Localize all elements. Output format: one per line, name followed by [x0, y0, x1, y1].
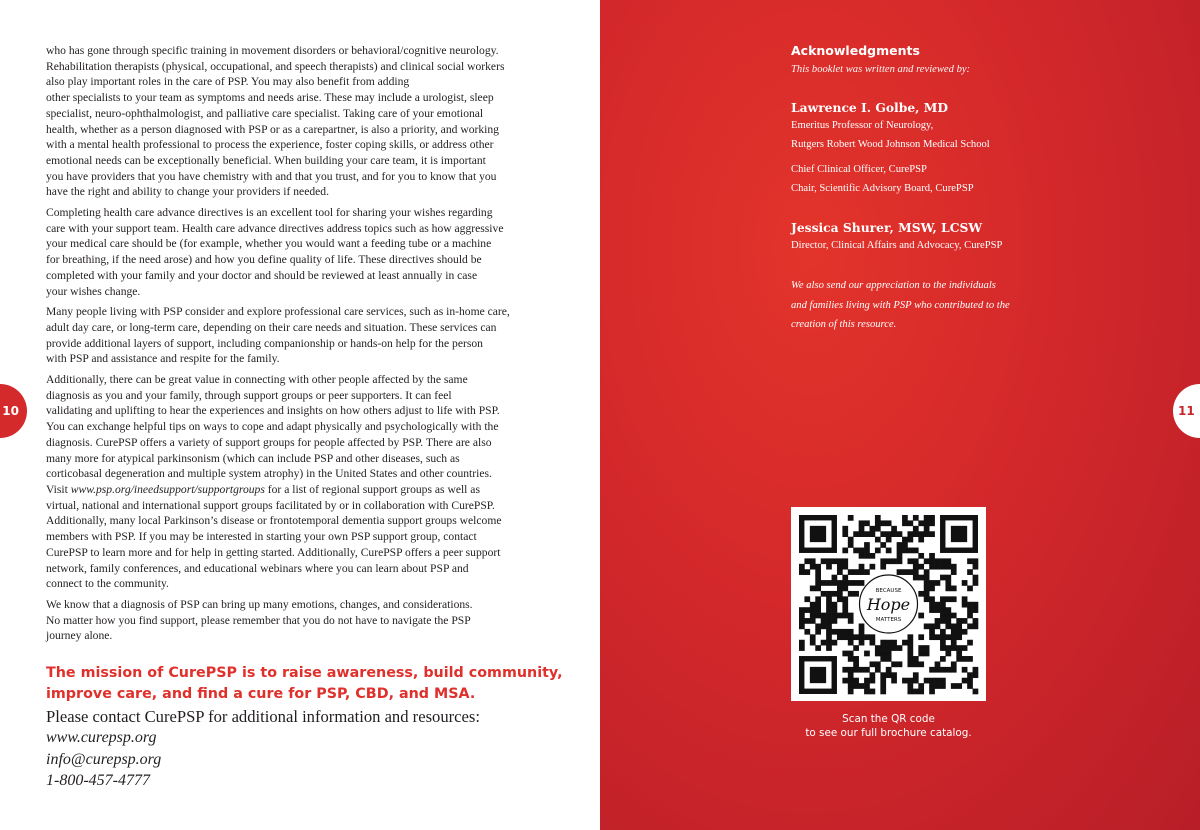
text-line: emotional needs can be exceptionally beneficial. When building your care team, it is important [46, 153, 486, 167]
text-line: You can exchange helpful tips on ways to cope and adapt physically and psychologically with the [46, 420, 499, 434]
appreciation-line: We also send our appreciation to the individuals [791, 280, 996, 291]
text-line: have the right and ability to change your providers if needed. [46, 185, 329, 199]
text-line: many more for atypical parkinsonism (which can include PSP and other diseases, such as [46, 451, 460, 465]
ack-title: Acknowledgments [791, 43, 920, 58]
reviewer-name: Lawrence I. Golbe, MD [791, 100, 948, 115]
text-line: corticobasal degeneration and multiple system atrophy) in the United States and other countries. [46, 467, 492, 481]
paragraph-care-services [46, 304, 568, 367]
acknowledgments [791, 43, 1111, 330]
email-link[interactable]: info@curepsp.org [46, 750, 162, 768]
paragraph-advance-directives [46, 205, 568, 299]
text-line: diagnosis. CurePSP offers a variety of support groups for people affected by PSP. There are also [46, 435, 492, 449]
text-line: with PSP and assistance and respite for the family. [46, 352, 280, 366]
mission-line: The mission of CurePSP is to raise awareness, build community, [46, 665, 563, 681]
text-line: virtual, national and international support groups facilitated by or in collaboration with CurePSP. [46, 498, 495, 512]
appreciation-line: and families living with PSP who contributed to the [791, 299, 1010, 311]
text-line: other specialists to your team as symptoms and needs arise. These may include a urologist, sleep [46, 91, 494, 105]
reviewer-role: Chair, Scientific Advisory Board, CurePSP [791, 183, 974, 194]
qr-caption [771, 712, 1006, 740]
page-number-text: 11 [1178, 404, 1195, 418]
text-line: Many people living with PSP consider and explore professional care services, such as in-home care, [46, 305, 510, 319]
text-line: your medical care should be (for example, whether you would want a feeding tube or a machine [46, 237, 492, 251]
reviewer-role: Chief Clinical Officer, CurePSP [791, 164, 927, 175]
qr-code-graphic [791, 507, 986, 701]
text-line: validating and uplifting to hear the experiences and insights on how others adjust to life with PSP. [46, 404, 500, 418]
page-number-text: 10 [2, 404, 19, 418]
ack-subtitle: This booklet was written and reviewed by: [791, 64, 971, 75]
phone-number[interactable]: 1-800-457-4777 [46, 772, 150, 789]
text-line: journey alone. [46, 629, 113, 643]
reviewer-shurer [791, 220, 1002, 255]
text-line: who has gone through specific training in movement disorders or behavioral/cognitive neurology. [46, 44, 499, 57]
text-line: Additionally, there can be great value in connecting with other people affected by the same [46, 373, 468, 387]
reviewer-affiliation: Rutgers Robert Wood Johnson Medical School [791, 139, 990, 150]
visit-suffix: for a list of regional support groups as well as [264, 482, 480, 496]
text-line: you have providers that you have chemistry with and that you trust, and for you to know that you [46, 169, 497, 183]
text-line: also play important roles in the care of PSP. You may also benefit from adding [46, 75, 410, 89]
mission-statement [46, 663, 586, 705]
text-line: members with PSP. If you may be interested in starting your own PSP support group, contact [46, 530, 477, 544]
qr-logo [860, 575, 918, 633]
text-line: provide additional layers of support, including companionship or hands-on help for the person [46, 336, 483, 350]
qr-logo-bottom: MATTERS [875, 617, 902, 623]
reviewer-title: Director, Clinical Affairs and Advocacy, CurePSP [791, 240, 1003, 251]
text-line: adult day care, or long-term care, depending on their care needs and situation. These services can [46, 320, 497, 334]
appreciation-line: creation of this resource. [791, 319, 897, 330]
appreciation-note [791, 276, 1010, 335]
text-line: care with your support team. Health care advance directives address topics such as how aggressive [46, 221, 504, 235]
paragraph-closing [46, 597, 568, 644]
paragraph-support-groups [46, 372, 568, 592]
qr-caption-line: to see our full brochure catalog. [805, 727, 972, 739]
reviewer-golbe [791, 100, 990, 198]
contact-list [46, 727, 161, 792]
support-groups-link[interactable]: www.psp.org/ineedsupport/supportgroups [70, 482, 265, 496]
qr-logo-main: Hope [866, 595, 911, 614]
paragraph-care-team [46, 43, 568, 200]
text-line: specialist, neuro-ophthalmologist, and palliative care specialist. Taking care of your emotional [46, 106, 484, 120]
text-line: Completing health care advance directives is an excellent tool for sharing your wishes regarding [46, 206, 493, 220]
contact-intro: Please contact CurePSP for additional information and resources: [46, 707, 480, 726]
text-line: No matter how you find support, please remember that you do not have to navigate the PSP [46, 613, 471, 627]
website-link[interactable]: www.curepsp.org [46, 729, 157, 746]
reviewer-name: Jessica Shurer, MSW, LCSW [791, 220, 983, 235]
body-text [46, 43, 568, 649]
text-line: your wishes change. [46, 284, 141, 298]
text-line: diagnosis as you and your family, through support groups or peer supporters. It can feel [46, 388, 452, 402]
qr-caption-line: Scan the QR code [842, 713, 935, 725]
text-line: completed with your family and your doctor and should be reviewed at least annually in case [46, 268, 478, 282]
text-line: health, whether as a person diagnosed with PSP or as a carepartner, is also a priority, and working [46, 122, 499, 136]
text-line: We know that a diagnosis of PSP can bring up many emotions, changes, and considerations. [46, 597, 473, 611]
text-line: network, family conferences, and educational webinars where you can learn about PSP and [46, 561, 469, 575]
text-line: CurePSP to learn more and for help in getting started. Additionally, CurePSP offers a peer support [46, 545, 501, 559]
reviewer-title: Emeritus Professor of Neurology, [791, 120, 934, 131]
text-line: connect to the community. [46, 577, 169, 591]
text-line: for breathing, if the need arose) and how you define quality of life. These directives should be [46, 253, 482, 267]
qr-logo-top: BECAUSE [875, 588, 902, 594]
text-line: with a mental health professional to process the experience, foster coping skills, or address other [46, 138, 494, 152]
mission-line: improve care, and find a cure for PSP, CBD, and MSA. [46, 686, 476, 702]
visit-prefix: Visit [46, 482, 71, 496]
qr-code[interactable] [791, 507, 986, 701]
text-line: Additionally, many local Parkinson’s disease or frontotemporal dementia support groups welcome [46, 514, 502, 528]
text-line: Rehabilitation therapists (physical, occupational, and speech therapists) and clinical social workers [46, 59, 505, 73]
text-line-visit [46, 482, 568, 498]
